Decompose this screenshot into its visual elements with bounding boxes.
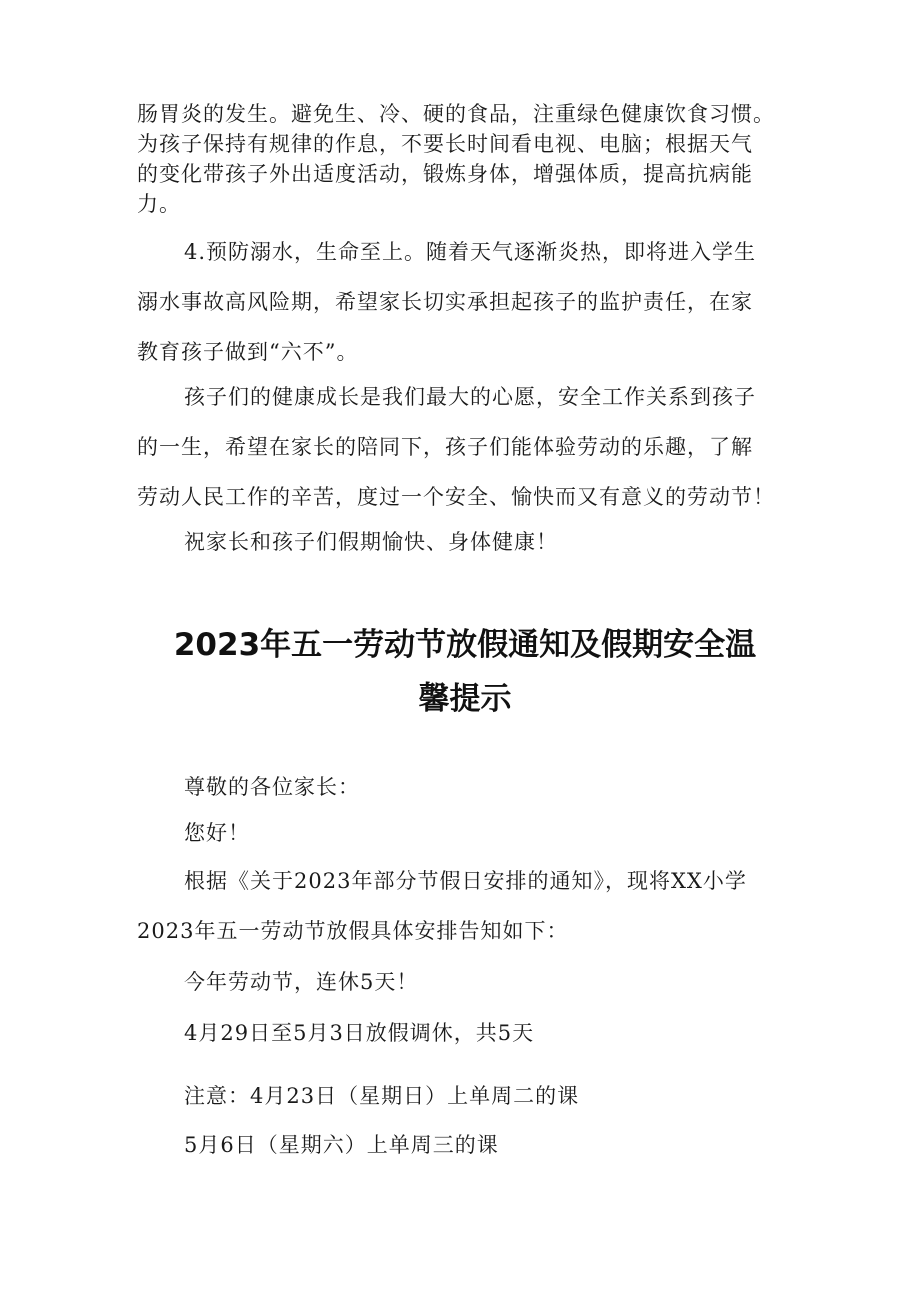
- notice-salutation: 尊敬的各位家长：: [184, 775, 360, 799]
- notice-dates: 4月29日至5月3日放假调休，共5天: [184, 1021, 535, 1045]
- notice-title: [120, 618, 810, 726]
- paragraph-drowning-prevention: [137, 227, 797, 377]
- paragraph-line: 教育孩子做到“六不”。: [137, 340, 359, 364]
- notice-title-line: 馨提示: [418, 681, 512, 717]
- paragraph-line: 2023年五一劳动节放假具体安排告知如下：: [137, 919, 569, 943]
- paragraph-line: 肠胃炎的发生。避免生、冷、硬的食品，注重绿色健康饮食习惯。: [137, 102, 775, 126]
- paragraph-line: 4.预防溺水，生命至上。随着天气逐渐炎热，即将进入学生: [184, 240, 757, 264]
- paragraph-closing-wishes: [137, 372, 797, 522]
- paragraph-line: 力。: [137, 192, 181, 216]
- paragraph-line: 劳动人民工作的辛苦，度过一个安全、愉快而又有意义的劳动节！: [137, 485, 775, 509]
- paragraph-line: 孩子们的健康成长是我们最大的心愿，安全工作关系到孩子: [184, 385, 756, 409]
- notice-greeting: 您好！: [184, 821, 250, 845]
- notice-note-1: 注意：4月23日（星期日）上单周二的课: [184, 1084, 580, 1108]
- paragraph-line: 的一生，希望在家长的陪同下，孩子们能体验劳动的乐趣，了解: [137, 435, 753, 459]
- paragraph-line: 为孩子保持有规律的作息，不要长时间看电视、电脑；根据天气: [137, 132, 753, 156]
- notice-days-off: 今年劳动节，连休5天！: [184, 970, 419, 994]
- notice-title-line: 2023年五一劳动节放假通知及假期安全温: [173, 627, 757, 663]
- notice-intro: [137, 856, 797, 956]
- paragraph-line: 溺水事故高风险期，希望家长切实承担起孩子的监护责任，在家: [137, 290, 753, 314]
- paragraph-diet-and-rest: [137, 99, 797, 219]
- paragraph-line: 根据《关于2023年部分节假日安排的通知》，现将XX小学: [184, 869, 747, 893]
- paragraph-blessing: 祝家长和孩子们假期愉快、身体健康！: [184, 530, 558, 554]
- notice-note-2: 5月6日（星期六）上单周三的课: [184, 1133, 499, 1157]
- paragraph-line: 的变化带孩子外出适度活动，锻炼身体，增强体质，提高抗病能: [137, 162, 753, 186]
